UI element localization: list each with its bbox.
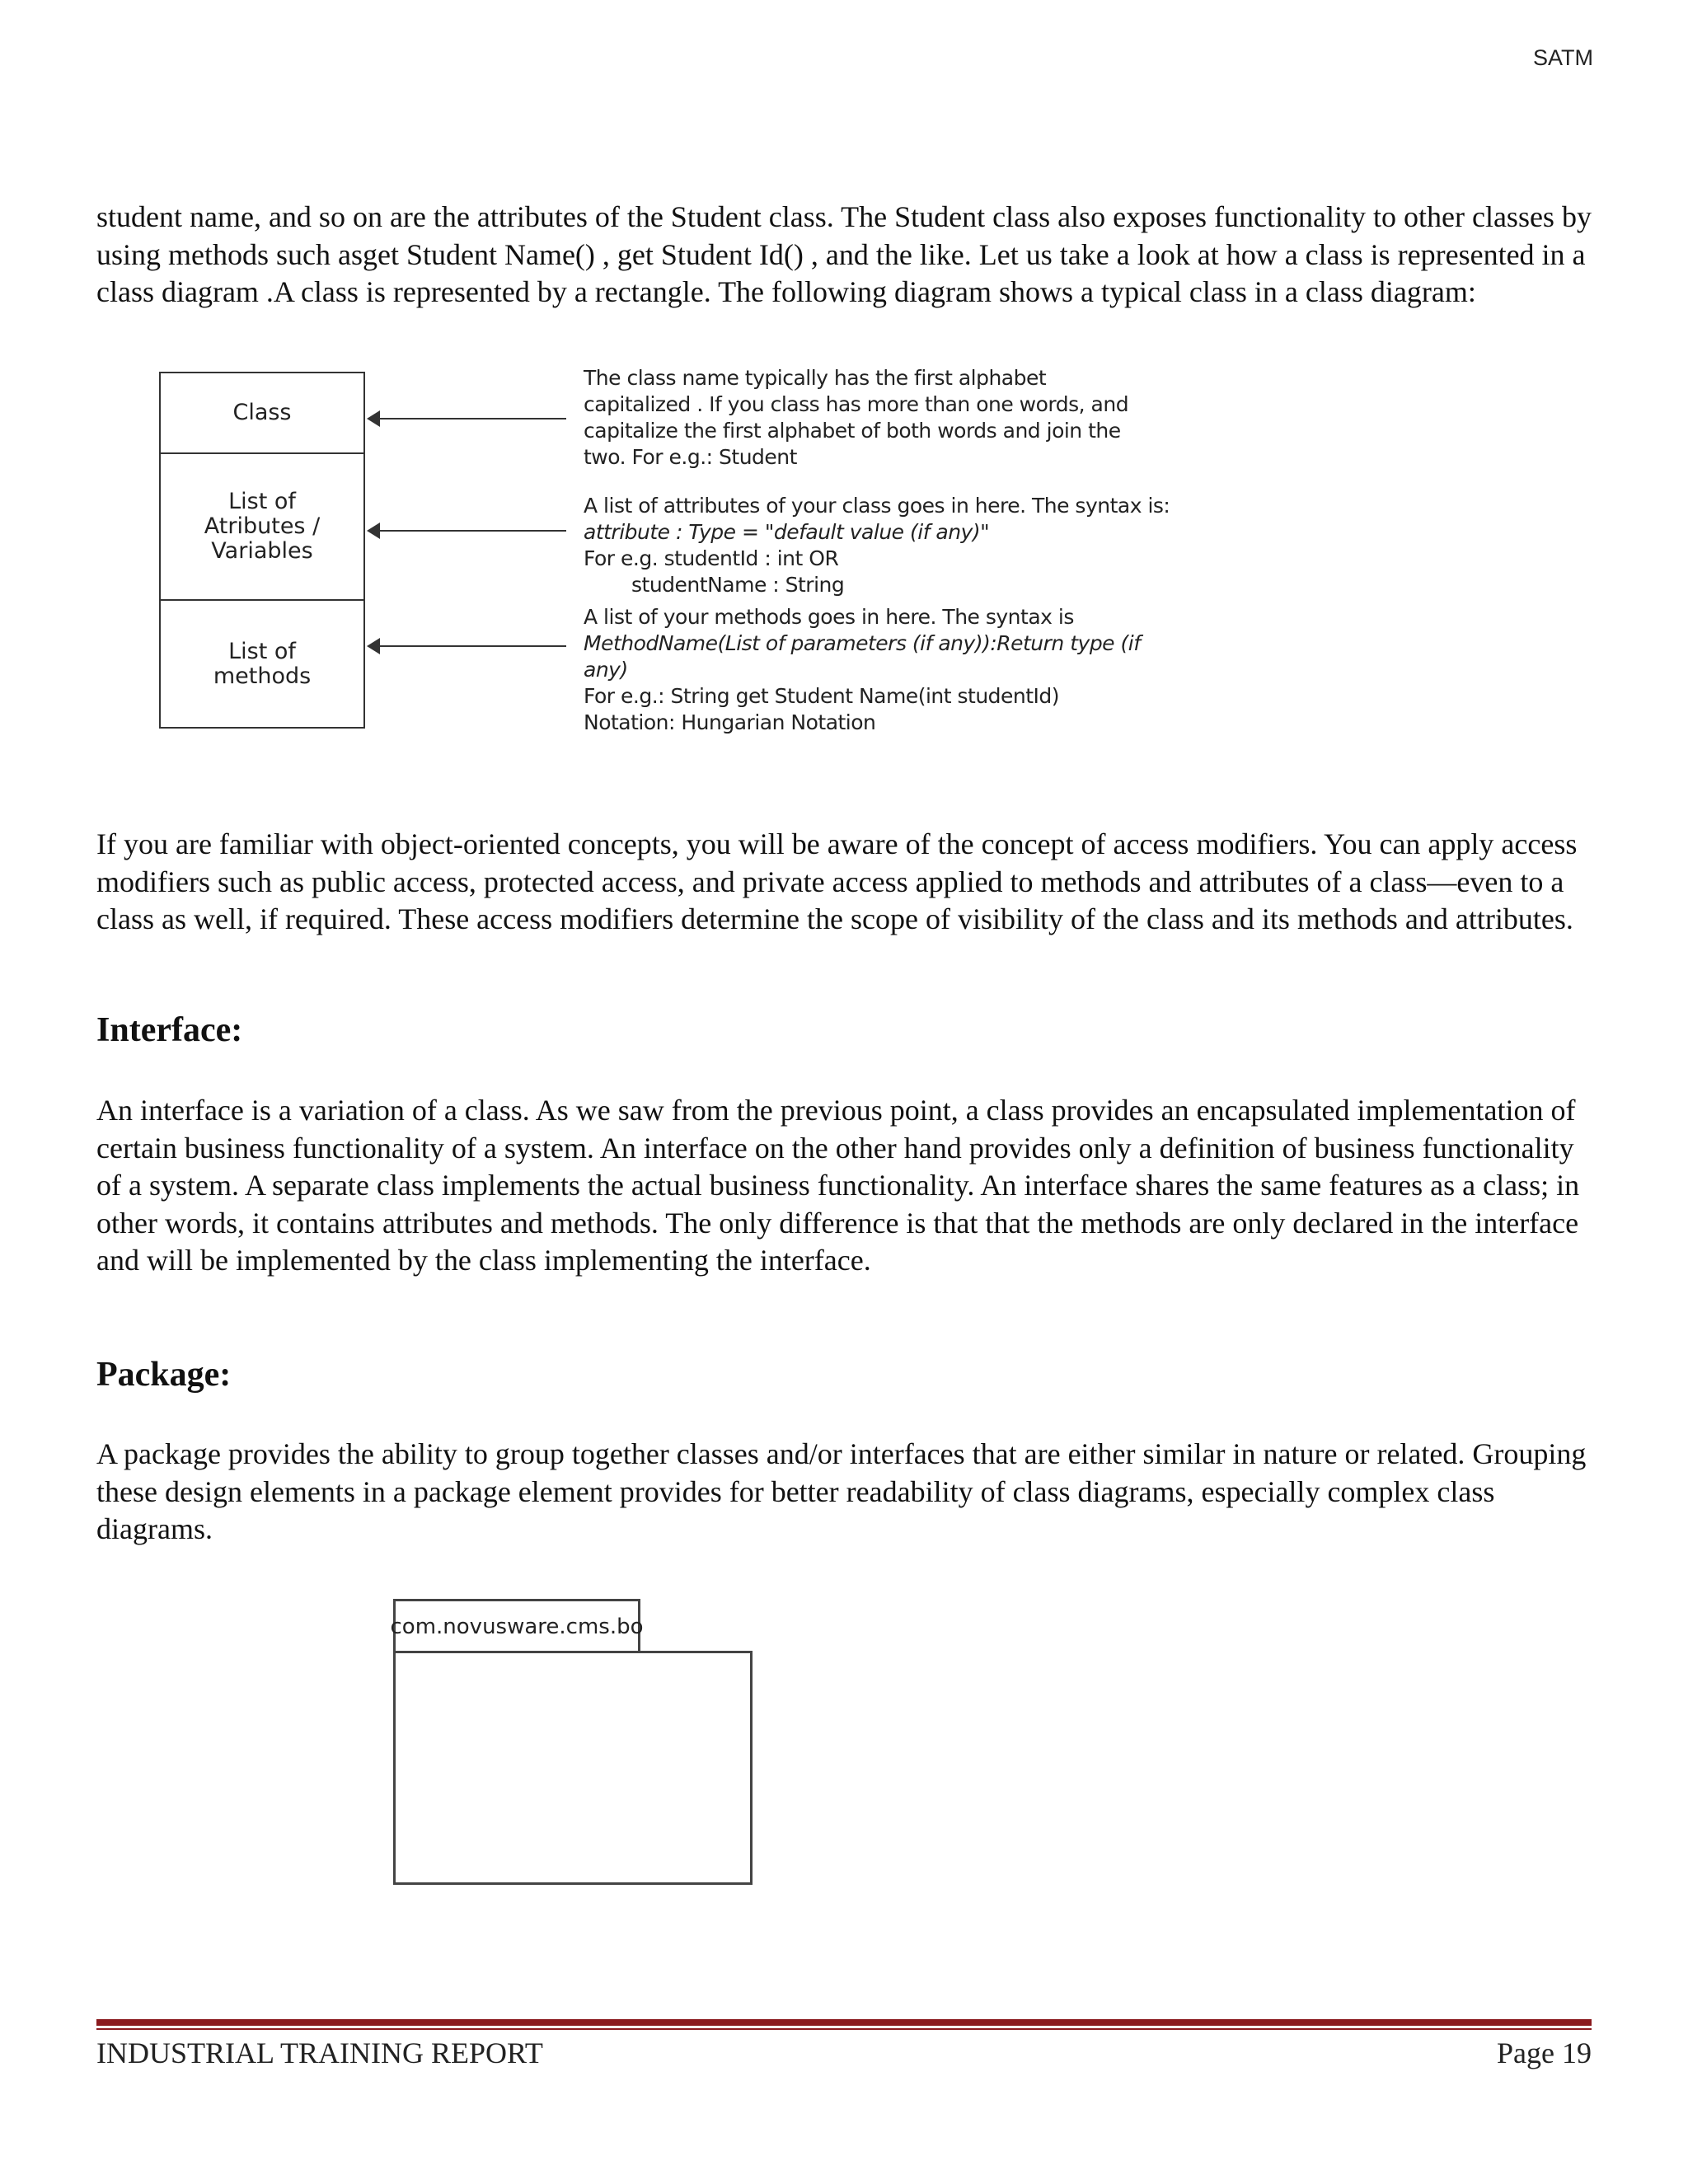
attributes-arrow xyxy=(368,530,566,532)
desc-attr-line: For e.g. studentId : int OR xyxy=(584,546,839,570)
desc-class-line: The class name typically has the first alphabet xyxy=(584,366,1047,390)
desc-class-line: two. For e.g.: Student xyxy=(584,445,797,469)
attributes-label-3: Variables xyxy=(211,538,313,564)
attributes-label-2: Atributes / xyxy=(204,513,321,539)
methods-label-2: methods xyxy=(213,663,312,689)
desc-attr-line: studentName : String xyxy=(631,573,845,597)
access-modifiers-paragraph: If you are familiar with object-oriented concepts, you will be aware of the concept of access modifiers. You can apply access modifiers such as public access, protected access, and private access applied to methods and attributes of a class—even to a class as well, if required. These access modifiers determine the scope of visibility of the class and its methods and attributes. xyxy=(96,827,1578,935)
desc-class-line: capitalize the first alphabet of both words and join the xyxy=(584,419,1121,443)
class-name-arrow xyxy=(368,418,566,419)
desc-class-line: capitalized . If you class has more than one words, and xyxy=(584,392,1129,416)
desc-attr-line: attribute : Type = "default value (if any)" xyxy=(584,520,990,544)
methods-label-1: List of xyxy=(228,638,296,664)
class-name-label: Class xyxy=(232,400,292,425)
package-tab xyxy=(390,1599,644,1652)
methods-box xyxy=(159,599,365,729)
methods-description xyxy=(584,604,1141,736)
intro-paragraph: student name, and so on are the attributes of the Student class. The Student class also exposes functionality to other classes by using methods such asget Student Name() , get Student Id() , and the like. Let us take a look at how a class is represented in a class diagram .A class is represented by a rectangle. The following diagram shows a typical class in a class diagram: xyxy=(96,200,1592,308)
class-diagram xyxy=(159,365,1198,736)
desc-meth-line: For e.g.: String get Student Name(int studentId) xyxy=(584,684,1060,708)
desc-attr-line: A list of attributes of your class goes in here. The syntax is: xyxy=(584,494,1170,518)
package-name-label: com.novusware.cms.bo xyxy=(390,1614,644,1639)
methods-arrow xyxy=(368,645,566,647)
desc-meth-line: A list of your methods goes in here. The syntax is xyxy=(584,605,1074,629)
interface-paragraph: An interface is a variation of a class. As we saw from the previous point, a class provides an encapsulated implementation of certain business functionality of a system. An interface on the other hand provides only a definition of business functionality of a system. A separate class implements the actual business functionality. An interface shares the same features as a class; in other words, it contains attributes and methods. The only difference is that that the methods are only declared in the interface and will be implemented by the class implementing the interface. xyxy=(96,1094,1580,1277)
attributes-box xyxy=(159,452,365,601)
attributes-description xyxy=(584,493,1170,598)
class-name-description xyxy=(584,365,1128,471)
footer-title: INDUSTRIAL TRAINING REPORT xyxy=(96,2036,543,2069)
attributes-label-1: List of xyxy=(228,489,296,514)
desc-meth-line: Notation: Hungarian Notation xyxy=(584,710,876,734)
footer-rule xyxy=(96,2019,1592,2026)
class-name-box xyxy=(159,372,365,454)
desc-meth-line: MethodName(List of parameters (if any)):Return type (if xyxy=(584,631,1141,655)
package-paragraph: A package provides the ability to group together classes and/or interfaces that are either similar in nature or related. Grouping these design elements in a package element provides for better readability of class diagrams, especially complex class diagrams. xyxy=(96,1437,1587,1545)
footer-page-number: Page 19 xyxy=(1497,2036,1592,2069)
package-body xyxy=(393,1651,753,1885)
package-heading: Package: xyxy=(96,1356,232,1394)
footer-rule-thin xyxy=(96,2028,1592,2030)
desc-meth-line: any) xyxy=(584,658,628,682)
interface-heading: Interface: xyxy=(96,1011,243,1049)
header-org: SATM xyxy=(1533,45,1593,70)
